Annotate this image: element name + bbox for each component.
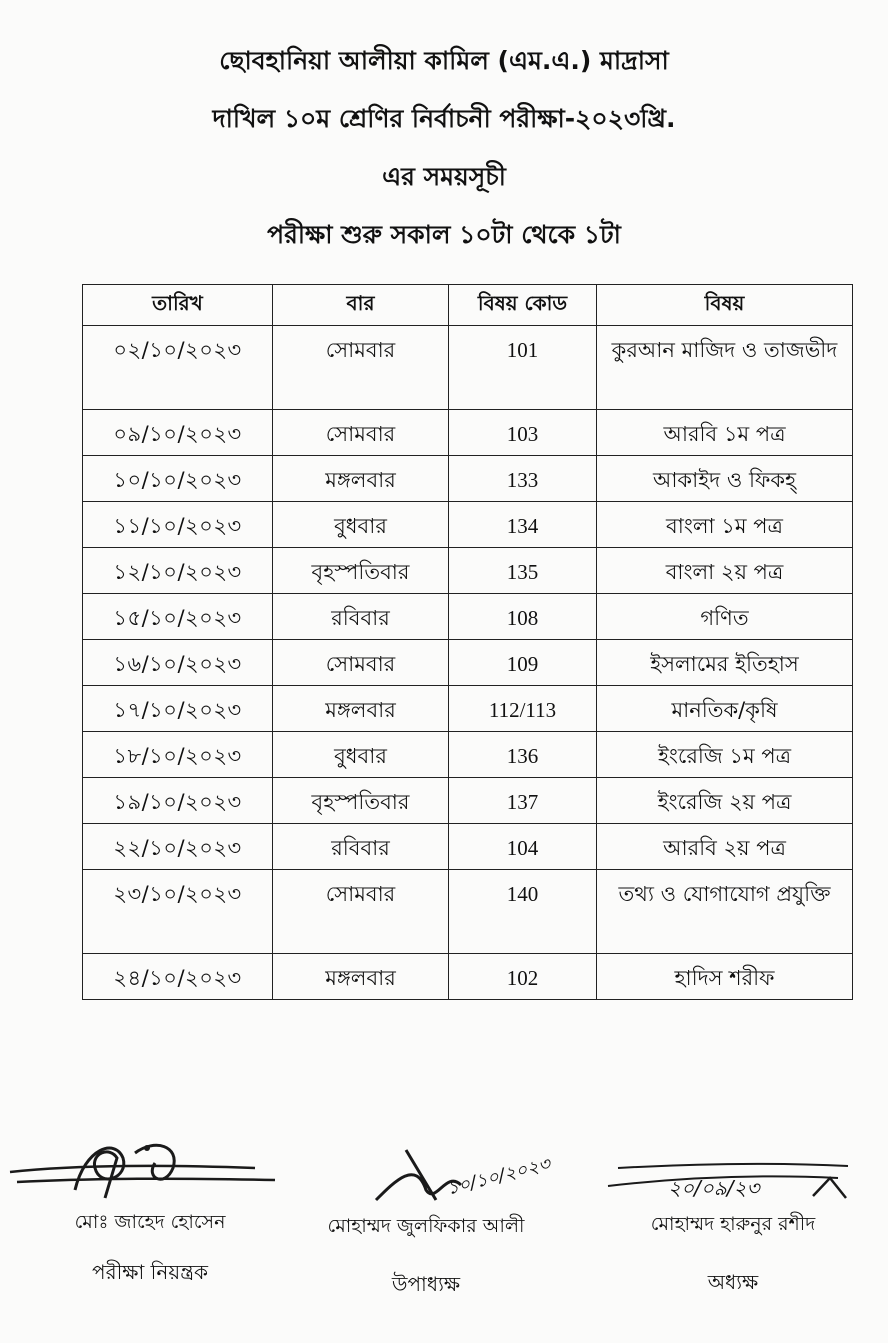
exam-day: সোমবার	[273, 326, 449, 410]
subject-code: 134	[449, 502, 597, 548]
subject-name: বাংলা ১ম পত্র	[597, 502, 853, 548]
subject-name: হাদিস শরীফ	[597, 954, 853, 1000]
subject-code: 136	[449, 732, 597, 778]
signatory-name: মোহাম্মদ হারুনুর রশীদ	[650, 1213, 816, 1235]
institution-name: ছোবহানিয়া আলীয়া কামিল (এম.এ.) মাদ্রাসা	[219, 46, 669, 75]
subject-name: কুরআন মাজিদ ও তাজভীদ	[597, 326, 853, 410]
exam-title: দাখিল ১০ম শ্রেণির নির্বাচনী পরীক্ষা-২০২৩খ্রি.	[212, 104, 676, 133]
table-row	[83, 410, 853, 456]
exam-day: বুধবার	[273, 732, 449, 778]
signatory-title: অধ্যক্ষ	[707, 1270, 759, 1294]
exam-schedule-table	[82, 284, 853, 1000]
exam-day: সোমবার	[273, 640, 449, 686]
subject-name: মানতিক/কৃষি	[597, 686, 853, 732]
exam-date: ০৯/১০/২০২৩	[83, 410, 273, 456]
table-row	[83, 326, 853, 410]
exam-date: ২৪/১০/২০২৩	[83, 954, 273, 1000]
subject-name: বাংলা ২য় পত্র	[597, 548, 853, 594]
document-header	[0, 32, 888, 264]
exam-day: সোমবার	[273, 870, 449, 954]
subject-code: 102	[449, 954, 597, 1000]
column-header-subject-code: বিষয় কোড	[449, 285, 597, 326]
exam-date: ২৩/১০/২০২৩	[83, 870, 273, 954]
subject-code: 101	[449, 326, 597, 410]
exam-day: বৃহস্পতিবার	[273, 778, 449, 824]
schedule-label: এর সময়সূচী	[382, 162, 506, 191]
exam-date: ১২/১০/২০২৩	[83, 548, 273, 594]
exam-date: ০২/১০/২০২৩	[83, 326, 273, 410]
exam-day: সোমবার	[273, 410, 449, 456]
exam-date: ১৮/১০/২০২৩	[83, 732, 273, 778]
subject-code: 140	[449, 870, 597, 954]
exam-date: ১৫/১০/২০২৩	[83, 594, 273, 640]
signatory-name: মোঃ জাহেদ হোসেন	[74, 1211, 226, 1233]
subject-name: ইসলামের ইতিহাস	[597, 640, 853, 686]
exam-day: রবিবার	[273, 594, 449, 640]
subject-name: ইংরেজি ১ম পত্র	[597, 732, 853, 778]
subject-code: 103	[449, 410, 597, 456]
handwritten-date: ১০/১০/২০২৩	[444, 1153, 553, 1200]
column-header-subject: বিষয়	[597, 285, 853, 326]
subject-name: আকাইদ ও ফিকহ্	[597, 456, 853, 502]
table-row	[83, 686, 853, 732]
signatory-name: মোহাম্মদ জুলফিকার আলী	[327, 1215, 525, 1237]
table-row	[83, 778, 853, 824]
exam-date: ১০/১০/২০২৩	[83, 456, 273, 502]
table-row	[83, 502, 853, 548]
table-row	[83, 594, 853, 640]
subject-name: তথ্য ও যোগাযোগ প্রযুক্তি	[597, 870, 853, 954]
table-row	[83, 732, 853, 778]
subject-name: গণিত	[597, 594, 853, 640]
subject-code: 133	[449, 456, 597, 502]
table-row	[83, 824, 853, 870]
subject-name: আরবি ১ম পত্র	[597, 410, 853, 456]
signature-block-exam-controller	[0, 1128, 300, 1291]
subject-code: 109	[449, 640, 597, 686]
table-row	[83, 870, 853, 954]
exam-day: মঙ্গলবার	[273, 456, 449, 502]
table-row	[83, 640, 853, 686]
subject-name: আরবি ২য় পত্র	[597, 824, 853, 870]
subject-code: 135	[449, 548, 597, 594]
exam-date: ১১/১০/২০২৩	[83, 502, 273, 548]
subject-name: ইংরেজি ২য় পত্র	[597, 778, 853, 824]
exam-day: মঙ্গলবার	[273, 954, 449, 1000]
exam-day: বুধবার	[273, 502, 449, 548]
subject-code: 112/113	[449, 686, 597, 732]
exam-date: ১৬/১০/২০২৩	[83, 640, 273, 686]
table-row	[83, 456, 853, 502]
exam-day: মঙ্গলবার	[273, 686, 449, 732]
table-row	[83, 548, 853, 594]
handwritten-signature	[5, 1128, 295, 1208]
exam-day: রবিবার	[273, 824, 449, 870]
column-header-day: বার	[273, 285, 449, 326]
subject-code: 108	[449, 594, 597, 640]
signatory-title: পরীক্ষা নিয়ন্ত্রক	[92, 1260, 208, 1284]
subject-code: 104	[449, 824, 597, 870]
signature-block-principal	[598, 1148, 868, 1301]
column-header-date: তারিখ	[83, 285, 273, 326]
exam-date: ১৭/১০/২০২৩	[83, 686, 273, 732]
signature-block-vice-principal	[286, 1140, 566, 1303]
exam-date: ১৯/১০/২০২৩	[83, 778, 273, 824]
handwritten-date: ২০/০৯/২৩	[668, 1176, 760, 1200]
exam-timing: পরীক্ষা শুরু সকাল ১০টা থেকে ১টা	[267, 220, 621, 249]
table-header-row	[83, 285, 853, 326]
subject-code: 137	[449, 778, 597, 824]
exam-date: ২২/১০/২০২৩	[83, 824, 273, 870]
exam-day: বৃহস্পতিবার	[273, 548, 449, 594]
table-row	[83, 954, 853, 1000]
signatory-title: উপাধ্যক্ষ	[391, 1272, 461, 1296]
